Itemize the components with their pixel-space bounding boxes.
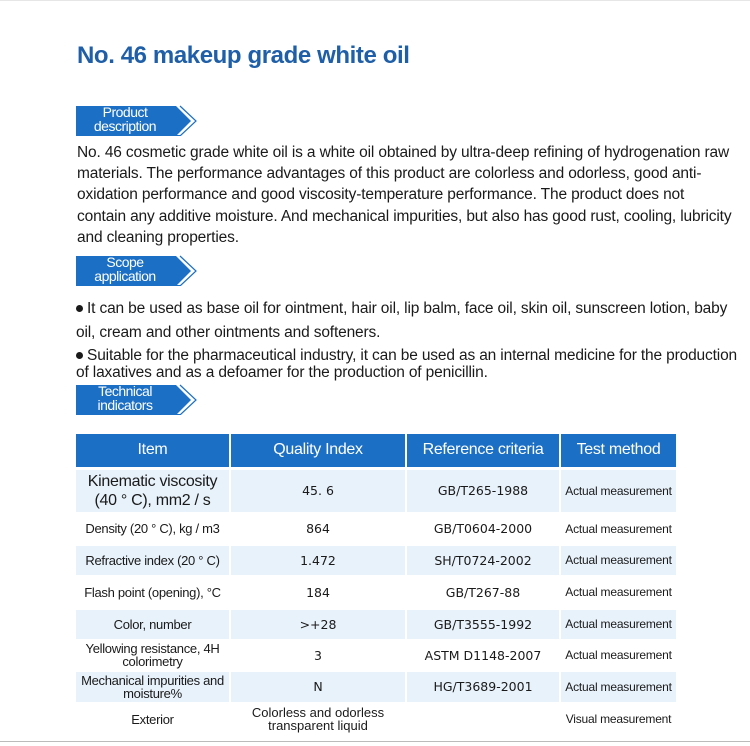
table-row	[76, 468, 676, 513]
tag-line-2: application	[94, 268, 156, 284]
bullet-icon	[76, 305, 83, 312]
top-divider	[0, 0, 750, 1]
cell-quality: 3	[230, 640, 406, 670]
table-row	[76, 544, 676, 576]
cell-method: Actual measurement	[560, 670, 676, 703]
table-row	[76, 608, 676, 640]
page-title: No. 46 makeup grade white oil	[77, 42, 410, 69]
cell-quality: N	[230, 670, 406, 703]
bullet-icon	[76, 352, 83, 359]
table-row	[76, 670, 676, 703]
technical-indicators-tag	[76, 383, 202, 415]
header-reference-criteria: Reference criteria	[406, 434, 560, 468]
cell-item: Exterior	[76, 703, 230, 734]
bullet-text: Suitable for the pharmaceutical industry, it can be used as an internal medicine for the production of laxatives and as a defoamer for the production of penicillin.	[76, 347, 738, 381]
cell-item: Kinematic viscosity (40 ° C), mm2 / s	[76, 468, 230, 513]
cell-method: Visual measurement	[560, 703, 676, 734]
cell-method: Actual measurement	[560, 468, 676, 513]
cell-reference: ASTM D1148-2007	[406, 640, 560, 670]
table-row	[76, 703, 676, 734]
cell-item: Mechanical impurities and moisture%	[76, 670, 230, 703]
tag-line-1: Product	[102, 104, 148, 120]
cell-reference: GB/T0604-2000	[406, 513, 560, 544]
cell-reference: GB/T3555-1992	[406, 608, 560, 640]
table-row	[76, 513, 676, 544]
cell-method: Actual measurement	[560, 608, 676, 640]
cell-quality: 864	[230, 513, 406, 544]
tag-line-1: Scope	[106, 254, 144, 270]
scope-application-tag	[76, 254, 202, 286]
cell-reference: HG/T3689-2001	[406, 670, 560, 703]
cell-quality: Colorless and odorless transparent liquid	[230, 703, 406, 734]
cell-item: Density (20 ° C), kg / m3	[76, 513, 230, 544]
bottom-divider	[0, 741, 750, 742]
table-row	[76, 640, 676, 670]
cell-reference: SH/T0724-2002	[406, 544, 560, 576]
cell-item: Refractive index (20 ° C)	[76, 544, 230, 576]
cell-reference: GB/T267-88	[406, 576, 560, 608]
cell-item: Flash point (opening), °C	[76, 576, 230, 608]
tag-line-2: indicators	[97, 397, 153, 413]
header-item: Item	[76, 434, 230, 468]
technical-indicators-table	[76, 434, 676, 734]
cell-quality: 45. 6	[230, 468, 406, 513]
cell-reference: GB/T265-1988	[406, 468, 560, 513]
header-test-method: Test method	[560, 434, 676, 468]
table-header-row	[76, 434, 676, 468]
product-description-text: No. 46 cosmetic grade white oil is a white oil obtained by ultra-deep refining of hydrogenation raw materials. The performance advantages of this product are colorless and odorless, good anti-oxidation performance and good viscosity-temperature performance. The product does not contain any additive moisture. And mechanical impurities, but also has good rust, cooling, lubricity and cleaning properties.	[77, 144, 732, 246]
cell-item: Yellowing resistance, 4H colorimetry	[76, 640, 230, 670]
list-item	[76, 297, 746, 345]
cell-method: Actual measurement	[560, 576, 676, 608]
cell-quality: 1.472	[230, 544, 406, 576]
cell-quality: 184	[230, 576, 406, 608]
tag-line-1: Technical	[98, 383, 152, 399]
tag-label	[82, 384, 168, 412]
table-row	[76, 576, 676, 608]
header-quality-index: Quality Index	[230, 434, 406, 468]
tag-label	[82, 105, 168, 133]
tag-line-2: description	[93, 118, 157, 134]
cell-method: Actual measurement	[560, 544, 676, 576]
bullet-text: It can be used as base oil for ointment, hair oil, lip balm, face oil, skin oil, sunscreen lotion, baby oil, cream and other ointments and softeners.	[76, 300, 728, 341]
cell-reference	[406, 703, 560, 734]
list-item	[76, 347, 746, 381]
cell-quality: >+28	[230, 608, 406, 640]
cell-method: Actual measurement	[560, 640, 676, 670]
tag-label	[82, 255, 168, 283]
product-description-tag	[76, 104, 202, 136]
cell-item: Color, number	[76, 608, 230, 640]
cell-method: Actual measurement	[560, 513, 676, 544]
